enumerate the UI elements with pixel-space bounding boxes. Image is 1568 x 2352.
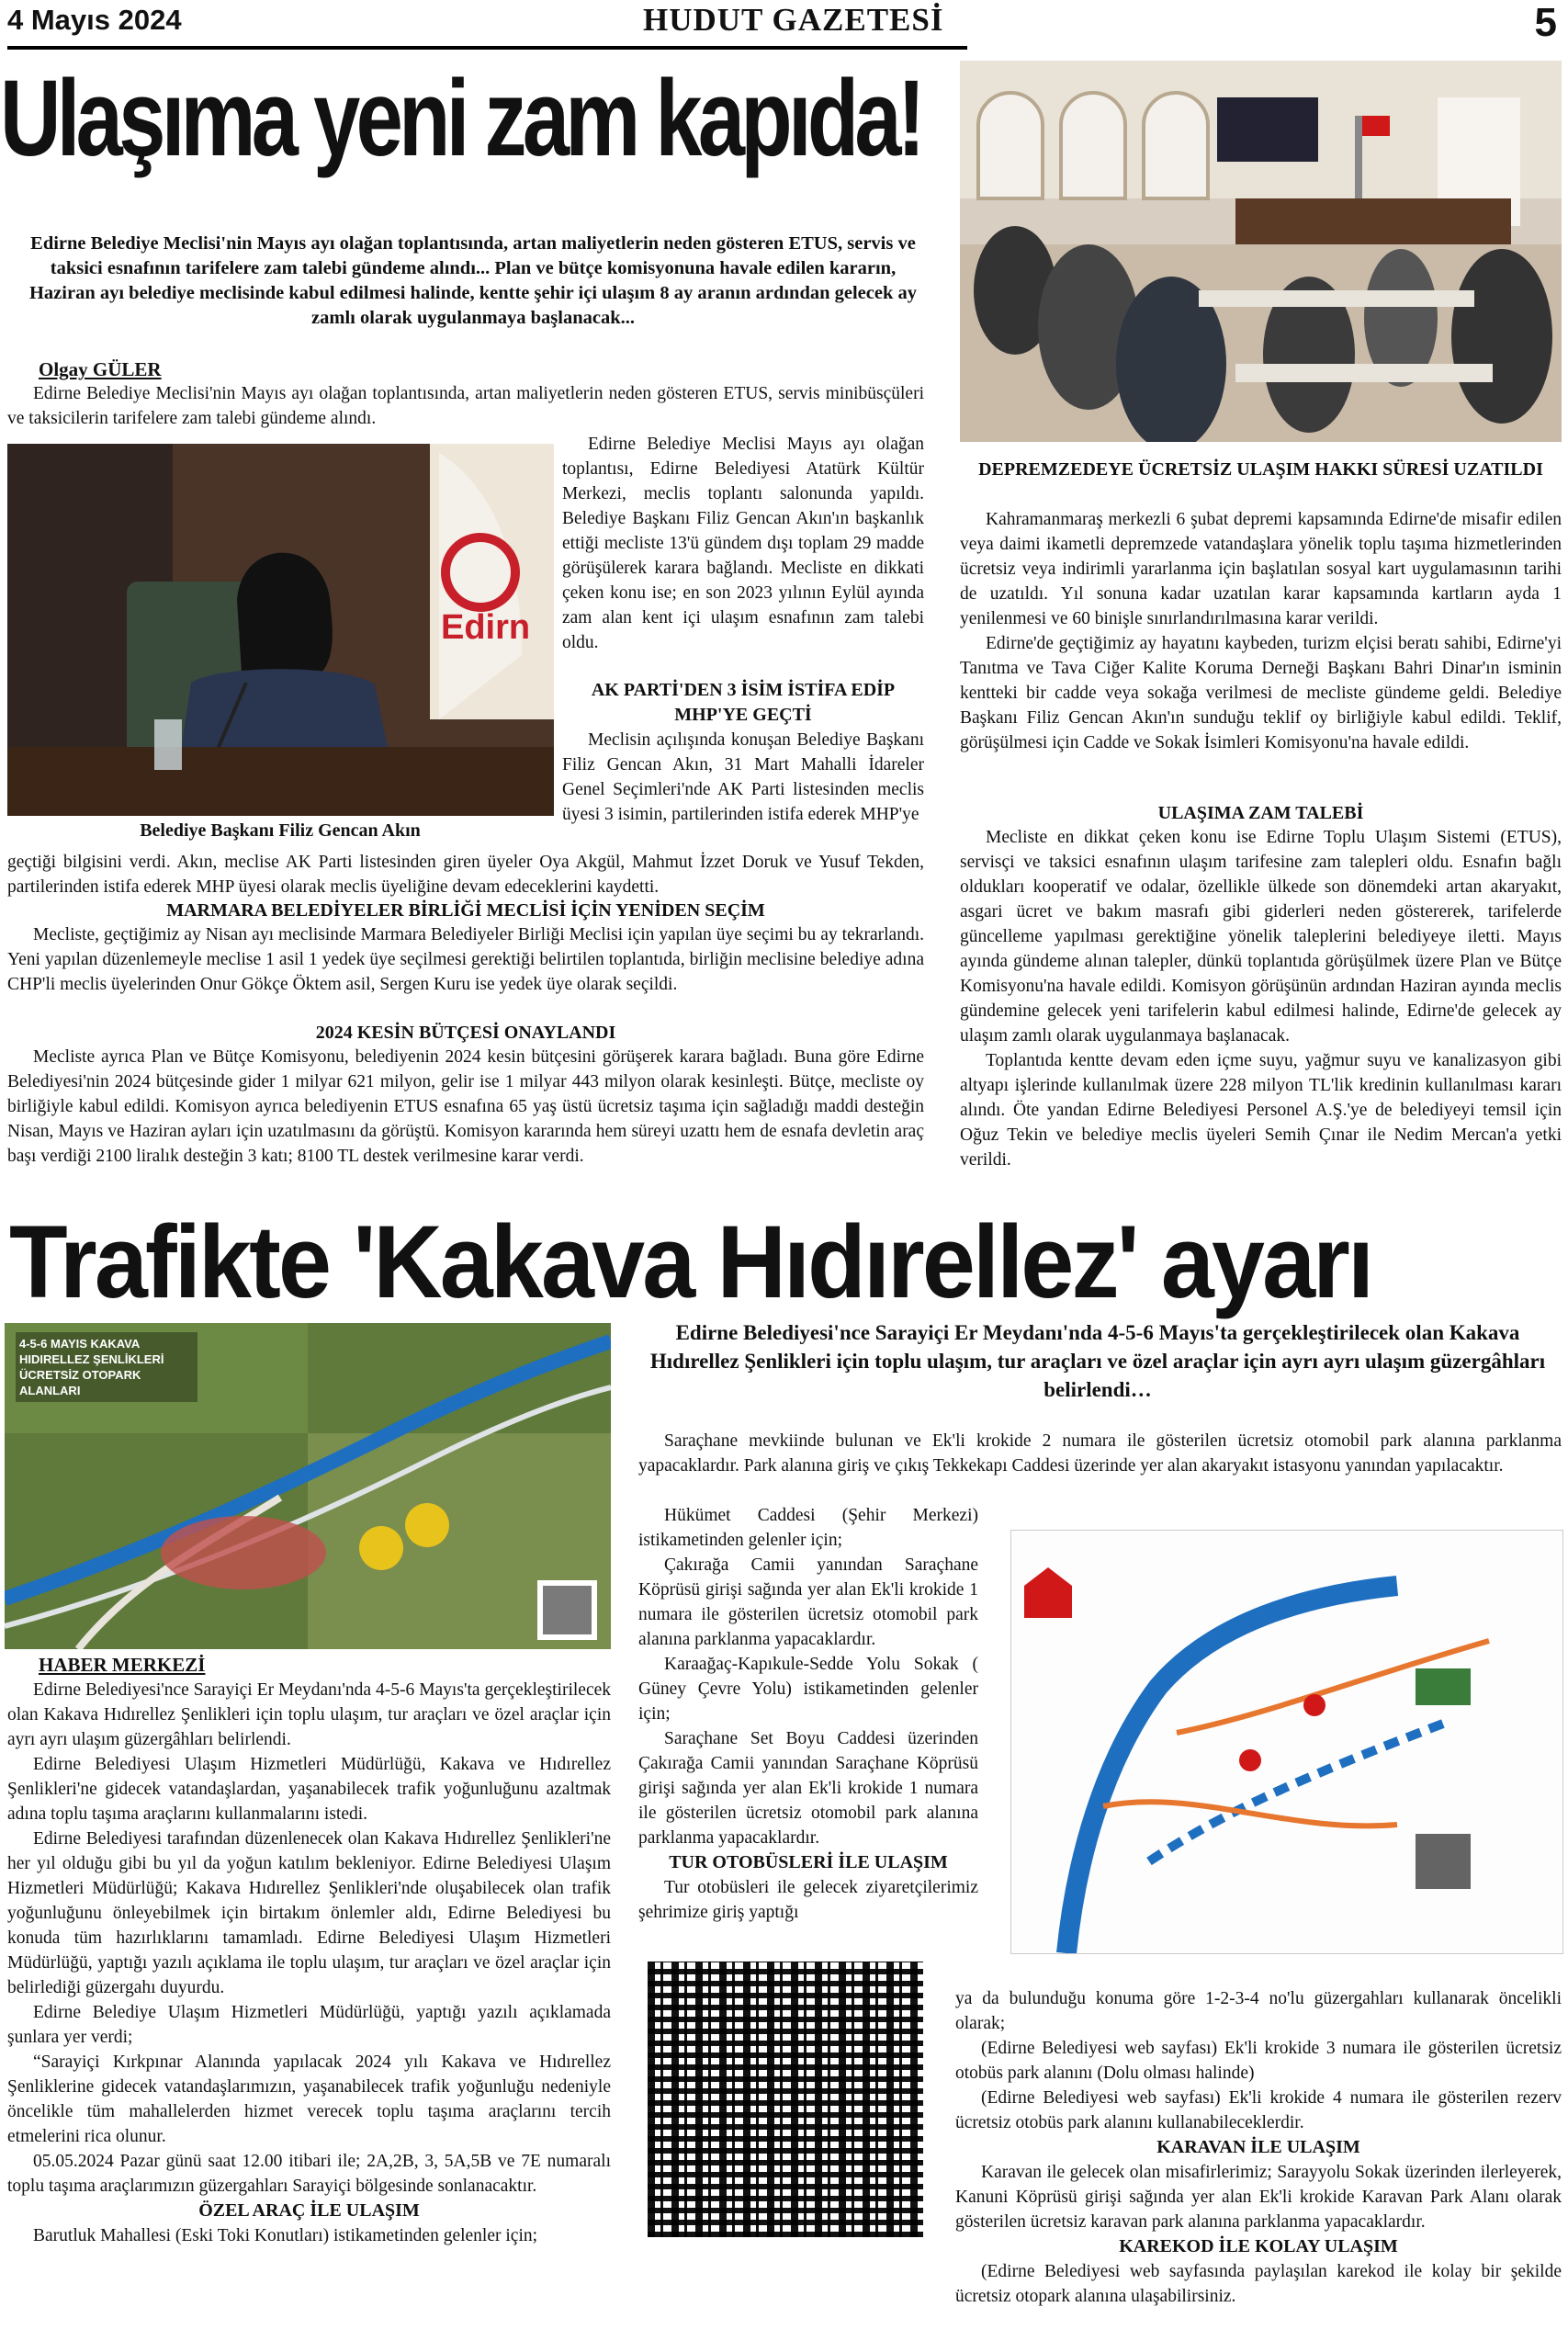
route-diagram: [1010, 1530, 1563, 1954]
subhead-karavan: KARAVAN İLE ULAŞIM: [1156, 2137, 1360, 2157]
subhead-ozel: ÖZEL ARAÇ İLE ULAŞIM: [198, 2200, 420, 2221]
page-number: 5: [1534, 0, 1557, 45]
article-2-intro-right: Saraçhane mevkiinde bulunan ve Ek'li krokide 2 numara ile gösterilen ücretsiz otomobil park alanına parklanma yapacaklardır. Park alanına giriş ve çıkış Tekkekapı Caddesi üzerinde yer alan akaryakıt istasyonu yanından yapılacaktır.: [638, 1431, 1562, 1476]
qr-code: [648, 1962, 923, 2237]
article-1-akparti-a: Meclisin açılışında konuşan Belediye Başkanı Filiz Gencan Akın, 31 Mart Mahalli İdareler Genel Seçimleri'nde AK Parti listesinden meclis üyesi 3 isimin, partilerinden istifa ederek MHP'ye: [562, 730, 924, 824]
article-1-marmara: Mecliste, geçtiğimiz ay Nisan ayı meclisinde Marmara Belediyeler Birliği Meclisi için yapılan üye seçimi bu ay tekrarlandı. Yeni yapılan düzenlemeyle meclise 1 asil 1 yedek üye seçilmesi gerektiği belirtilen toplantıda, birliğin meclisine belediye adına CHP'li meclis üyelerinden Onur Gökçe Öktem asil, Sergen Kuru ise yedek üye olarak seçildi.: [7, 925, 924, 994]
newspaper-name: HUDUT GAZETESİ: [643, 2, 944, 38]
mayor-photo: [7, 444, 554, 816]
issue-date: 4 Mayıs 2024: [7, 4, 182, 36]
article-2-right: ya da bulunduğu konuma göre 1-2-3-4 no'lu güzergahları kullanarak öncelikli olarak; (Edirne Belediyesi web sayfası) Ek'li krokide 3 numara ile gösterilen ücretsiz otobüs park alanını (Dolu olması halinde) (Edirne Belediyesi web sayfası) Ek'li krokide 4 numara ile gösterilen rezerv ücretsiz otobüs park alanını kullanabileceklerdir. KARAVAN İLE ULAŞIM Karavan ile gelecek olan misafirlerimiz; Sarayyolu Sokak üzerinden ilerleyerek, Kanuni Köprüsü girişi sağında yer alan Ek'li krokide Karavan Park Alanı olarak gösterilen ücretsiz karavan park alanına parklanma yapacaklardır. KAREKOD İLE KOLAY ULAŞIM (Edirne Belediyesi web sayfasında paylaşılan karekod ile kolay bir şekilde ücretsiz otopark alanına ulaşabilirsiniz.: [955, 1989, 1562, 2306]
article-1-deprem: Kahramanmaraş merkezli 6 şubat depremi kapsamında Edirne'de misafir edilen veya daimi ikametli depremzede vatandaşlara yönelik toplu taşıma hizmetlerinden ücretsiz veya indirimli yararlanma için başlatılan sosyal kart uygulamasının tarihi de uzatıldı. Yıl sonuna kadar uzatılan karar kapsamında kartların ayda 1 yenilenmesi ve 60 binişle sınırlandırılmasına karar verildi. Edirne'de geçtiğimiz ay hayatını kaybeden, turizm elçisi beratı sahibi, Edirne'yi Tanıtma ve Tava Ciğer Kalite Koruma Derneği Başkanı Bahri Dinar'ın isminin kentteki bir cadde veya sokağa verilmesi de mecliste gündeme geldi. Belediye Başkanı Filiz Gencan Akın'ın sunduğu teklif oy birliğiyle kabul edildi. Teklif, görüşülmesi için Cadde ve Sokak İsimleri Komisyonu'na havale edildi.: [960, 510, 1562, 752]
article-1-zam: Mecliste en dikkat çeken konu ise Edirne Toplu Ulaşım Sistemi (ETUS), servisçi ve taksici esnafının ulaşım tarifesine zam talepleri oldu. Esnafın bağlı oldukları kooperatif ve odalar, özellikle ülkede son dönemdeki artan akaryakıt, asgari ücret ve bakım masrafı gibi giderleri neden göstererek, tarifelerde güncelleme yapılması gerektiğine yönelik taleplerini belediyeye iletti. Mayıs ayında gündeme alınan talepler, dünkü toplantıda görüşülmek üzere Plan ve Bütçe Komisyonu'na havale edildi. Komisyon görüşünün ardından Haziran ayında meclis gündemine gelecek yeni tarifelerin kabul edilmesi halinde, Edirne'de gelecek ay ulaşım zamlı olarak uygulanmaya başlanacak. Toplantıda kentte devam eden içme suyu, yağmur suyu ve kanalizasyon gibi altyapı işlerinde kullanılmak üzere 228 milyon TL'lik kredinin kullanılması kararı alındı. Öte yandan Edirne Belediyesi Personel A.Ş.'ye de belediyeyi temsil için Oğuz Tekin ve belediye meclis üyeleri Semih Çınar ile Nedim Mercan'a yetki verildi.: [960, 828, 1562, 1170]
photo-caption: Belediye Başkanı Filiz Gencan Akın: [140, 820, 421, 841]
lead-2: Edirne Belediyesi'nce Sarayiçi Er Meydanı'nda 4-5-6 Mayıs'ta gerçekleştirilecek olan Kakava Hıdırellez Şenlikleri için toplu ulaşım, tur araçları ve özel araçlar için ayrı ayrı ulaşım güzergâhları belirlendi…: [649, 1321, 1546, 1401]
article-1-butce: Mecliste ayrıca Plan ve Bütçe Komisyonu, belediyenin 2024 kesin bütçesini görüşerek karara bağladı. Buna göre Edirne Belediyesi'nin 2024 bütçesinde gider 1 milyar 621 milyon, gelir ise 1 milyar 443 milyon olarak kesinleşti. Bütçe, mecliste oy birliğiyle kabul edildi. Komisyon ayrıca belediyenin ETUS esnafına 65 yaş üstü ücretsiz taşıma için sağladığı maddi desteğin Nisan, Mayıs ve Haziran ayları için uzatılmasını da görüştü. Komisyon kararında hem süreyi uzattı hem de esnafa devletin araç başı verdiği 2100 liralık desteğin 3 katı; 8100 TL destek verilmesine karar verdi.: [7, 1047, 924, 1166]
article-1-intro: Edirne Belediye Meclisi'nin Mayıs ayı olağan toplantısında, artan maliyetlerin neden gösteren ETUS, servis minibüsçüleri ve taksicilerin tarifelere zam talebi gündeme alındı.: [7, 384, 924, 428]
byline-2: HABER MERKEZİ: [39, 1654, 206, 1676]
headline-2: Trafikte 'Kakava Hıdırellez' ayarı: [9, 1204, 1372, 1319]
subhead-akparti: AK PARTİ'DEN 3 İSİM İSTİFA EDİP MHP'YE GEÇTİ: [591, 680, 896, 725]
council-meeting-photo: [960, 61, 1562, 442]
map-banner: 4-5-6 MAYIS KAKAVA HIDIRELLEZ ŞENLİKLERİ ÜCRETSİZ OTOPARK ALANLARI: [16, 1332, 197, 1402]
subhead-butce: 2024 KESİN BÜTÇESİ ONAYLANDI: [315, 1023, 616, 1043]
subhead-tur: TUR OTOBÜSLERİ İLE ULAŞIM: [669, 1852, 948, 1872]
article-2-left: Edirne Belediyesi'nce Sarayiçi Er Meydanı'nda 4-5-6 Mayıs'ta gerçekleştirilecek olan Kakava Hıdırellez Şenlikleri için toplu ulaşım, tur araçları ve özel araçlar için ayrı ayrı ulaşım güzergâhları belirlendi. Edirne Belediyesi Ulaşım Hizmetleri Müdürlüğü, Kakava ve Hıdırellez Şenlikleri'ne gidecek vatandaşlardan, yaşanabilecek trafik yoğunluğunu azaltmak adına toplu taşıma araçlarını kullanmalarını istedi. Edirne Belediyesi tarafından düzenlenecek olan Kakava Hıdırellez Şenlikleri'ne her yıl olduğu gibi bu yıl da yoğun katılım bekleniyor. Edirne Belediyesi Ulaşım Hizmetleri Müdürlüğü; Kakava Hıdırellez Şenlikleri'nde oluşabilecek olan trafik yoğunluğunu önleyebilmek için birtakım önlemler aldı, Edirne Belediyesi bu konuda tüm hazırlıklarını tamamladı. Edirne Belediyesi Ulaşım Hizmetleri Müdürlüğü, yaptığı yazılı açıklama ile toplu ulaşım, tur araçları ve özel araçlar için belirlediği güzergahı duyurdu. Edirne Belediye Ulaşım Hizmetleri Müdürlüğü, yaptığı yazılı açıklamada şunlara yer verdi; “Sarayiçi Kırkpınar Alanında yapılacak 2024 yılı Kakava ve Hıdırellez Şenliklerine gidecek vatandaşlarımızın, yaşanabilecek trafik yoğunluğu nedeniyle öncelikle tüm mahallelerden hizmet verecek toplu taşıma araçlarını tercih etmelerini rica olunur. 05.05.2024 Pazar günü saat 12.00 itibari ile; 2A,2B, 3, 5A,5B ve 7E numaralı toplu taşıma araçlarımızın güzergahları Sarayiçi bölgesinde sonlanacaktır. ÖZEL ARAÇ İLE ULAŞIM Barutluk Mahallesi (Eski Toki Konutları) istikametinden gelenler için;: [7, 1680, 611, 2245]
svg-text:Edirn: Edirn: [441, 608, 531, 647]
byline-1: Olgay GÜLER: [39, 358, 162, 380]
article-2-routes: Hükümet Caddesi (Şehir Merkezi) istikametinden gelenler için; Çakırağa Camii yanından Saraçhane Köprüsü girişi sağında yer alan Ek'li krokide 1 numara ile gösterilen ücretsiz otomobil park alanına parklanma yapacaklardır. Karaağaç-Kapıkule-Sedde Yolu Sokak ( Güney Çevre Yolu) istikametinden gelenler için; Saraçhane Set Boyu Caddesi üzerinden Çakırağa Camii yanından Saraçhane Köprüsü girişi sağında yer alan Ek'li krokide 1 numara ile gösterilen ücretsiz otomobil park alanına parklanma yapacaklardır. TUR OTOBÜSLERİ İLE ULAŞIM Tur otobüsleri ile gelecek ziyaretçilerimiz şehrimize giriş yaptığı: [638, 1506, 978, 1922]
parking-map-photo: [5, 1323, 611, 1649]
headline-1: Ulaşıma yeni zam kapıda!: [0, 58, 921, 179]
article-1-akparti-b: geçtiği bilgisini verdi. Akın, meclise AK Parti listesinden giren üyeler Oya Akgül, Mahmut İzzet Doruk ve Yusuf Tekden, partilerinden istifa ederek MHP üyesi olarak meclis üyeliğine devam edeceklerini kaydetti.: [7, 853, 924, 897]
lead-1: Edirne Belediye Meclisi'nin Mayıs ayı olağan toplantısında, artan maliyetlerin neden gösteren ETUS, servis ve taksici esnafının tarifelere zam talebi gündeme alındı... Plan ve bütçe komisyonuna havale edilen kararın, Haziran ayı belediye meclisinde kabul edilmesi halinde, kentte şehir içi ulaşım 8 ay aranın ardından gelecek ay zamlı olarak uygulanmaya başlanacak...: [28, 233, 917, 328]
subhead-deprem: DEPREMZEDEYE ÜCRETSİZ ULAŞIM HAKKI SÜRESİ UZATILDI: [978, 459, 1543, 480]
header-rule: [7, 46, 967, 50]
subhead-marmara: MARMARA BELEDİYELER BİRLİĞİ MECLİSİ İÇİN YENİDEN SEÇİM: [166, 900, 765, 921]
subhead-karekod: KAREKOD İLE KOLAY ULAŞIM: [1119, 2236, 1398, 2256]
article-1-meclis: Edirne Belediye Meclisi Mayıs ayı olağan toplantısı, Edirne Belediyesi Atatürk Kültür Merkezi, meclis toplantı salonunda yapıldı. Belediye Başkanı Filiz Gencan Akın'ın başkanlık ettiği mecliste 13'ü gündem dışı toplam 29 madde görüşülerek karara bağlandı. Mecliste en dikkati çeken konu ise; en son 2023 yılının Eylül ayında zam alan kent içi ulaşım esnafının zam talebi oldu.: [562, 435, 924, 652]
subhead-zam: ULAŞIMA ZAM TALEBİ: [1157, 803, 1364, 823]
